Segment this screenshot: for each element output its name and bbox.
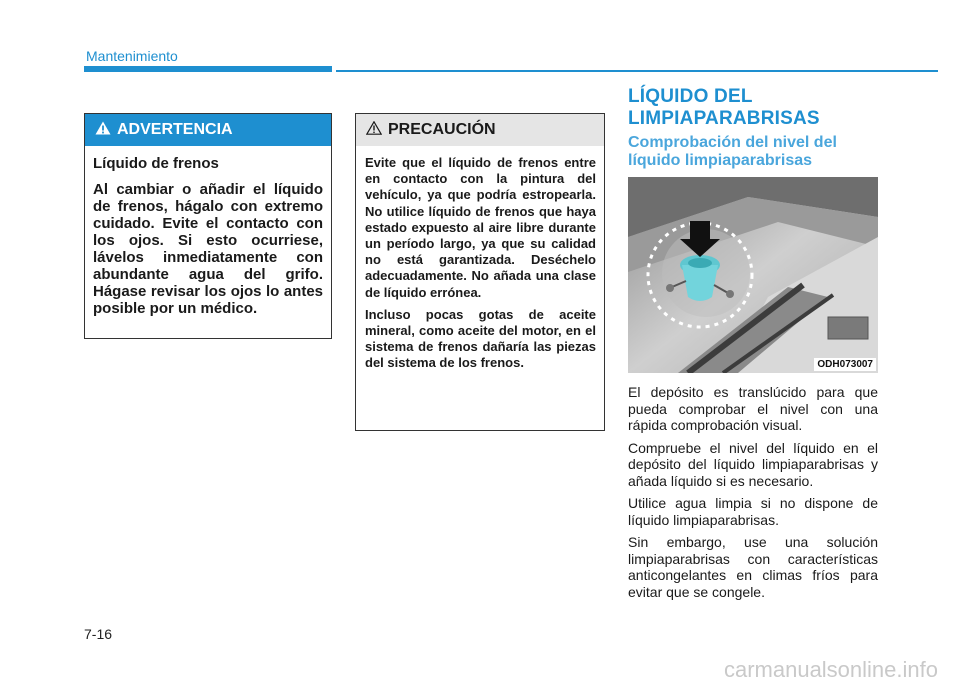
- section-title: [628, 86, 820, 130]
- watermark: carmanualsonline.info: [723, 657, 938, 682]
- caution-paragraph: Incluso pocas gotas de aceite mineral, como aceite del motor, en el sistema de frenos dañaría las piezas del sistema de los frenos.: [365, 306, 596, 371]
- header-rule-thin: [336, 70, 938, 72]
- caution-paragraph: Evite que el líquido de frenos entre en contacto con la pintura del vehículo, ya que podría estropearla. No utilice líquido de frenos que haya estado expuesto al aire libre durante un período largo, ya que su calidad no está garantizada. Deséchelo adecuadamente. No añada una clase de líquido errónea.: [365, 155, 596, 300]
- section-body: [628, 384, 878, 606]
- warning-text: Al cambiar o añadir el líquido de frenos, hágalo con extremo cuidado. Evite el contacto con los ojos. Si esto ocurriese, lávelos inmediatamente con abundante agua del grifo. Hágase revisar los ojos lo antes posible por un médico.: [93, 181, 323, 317]
- section-title-line2: LIMPIAPARABRISAS: [628, 108, 820, 129]
- engine-bay-illustration: [628, 177, 878, 373]
- body-paragraph: El depósito es translúcido para que pueda comprobar el nivel con una rápida comprobación visual.: [628, 384, 878, 433]
- section-title-line1: LÍQUIDO DEL: [628, 86, 753, 107]
- header-rule-thick: [84, 66, 332, 72]
- body-paragraph: Sin embargo, use una solución limpiaparabrisas con características anticongelantes en climas fríos para evitar que se congele.: [628, 534, 878, 600]
- warning-box: [84, 113, 332, 339]
- figure-code: ODH073007: [814, 358, 876, 371]
- page-number: 7-16: [84, 626, 113, 642]
- caution-triangle-icon: [366, 121, 382, 140]
- section-label: Mantenimiento: [86, 48, 178, 64]
- warning-label: ADVERTENCIA: [117, 121, 233, 138]
- reservoir-figure: [628, 177, 878, 373]
- body-paragraph: Compruebe el nivel del líquido en el depósito del líquido limpiaparabrisas y añada líquido si es necesario.: [628, 439, 878, 489]
- body-paragraph: Utilice agua limpia si no dispone de líquido limpiaparabrisas.: [628, 495, 878, 528]
- caution-box: [355, 113, 605, 431]
- warning-header: [85, 114, 331, 146]
- caution-header: [356, 114, 604, 146]
- section-subtitle: Comprobación del nivel del líquido limpiaparabrisas: [628, 134, 837, 169]
- warning-triangle-icon: [95, 121, 111, 140]
- caution-label: PRECAUCIÓN: [388, 121, 496, 138]
- warning-subtitle: Líquido de frenos: [93, 155, 219, 172]
